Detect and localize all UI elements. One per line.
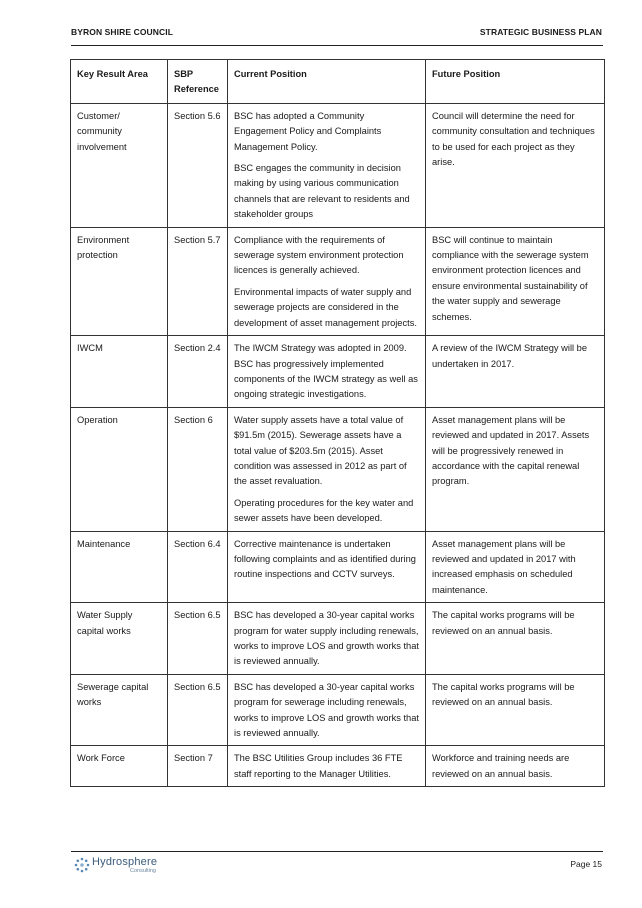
table-row (71, 603, 605, 675)
paragraph: Operating procedures for the key water and sewer assets have been developed. (234, 497, 414, 524)
footer-divider (71, 851, 603, 852)
hydrosphere-logo-icon (74, 857, 90, 873)
paragraph: Water supply assets have a total value of $91.5m (2015). Sewerage assets have a total value of $203.5m (2015). Asset condition was assessed in 2012 as part of the asset revaluation. (234, 414, 407, 487)
cell-current-position (228, 336, 426, 408)
paragraph: BSC has developed a 30-year capital works program for water supply including renewals, works to improve LOS and growth works that is reviewed annually. (234, 610, 419, 667)
page-header (71, 27, 602, 43)
table-row (71, 336, 605, 408)
paragraph: BSC has developed a 30-year capital works program for sewerage including renewals, works to improve LOS and growth works that is reviewed annually. (234, 681, 419, 739)
column-header-future-position: Future Position (426, 60, 605, 104)
paragraph: Asset management plans will be reviewed and updated in 2017. Assets will be progressively renewed in accordance with the capital renewal program. (432, 414, 590, 487)
cell-current-position (228, 227, 426, 335)
table-header-row (71, 60, 605, 104)
key-result-areas-table (70, 59, 605, 787)
cell-future-position (426, 603, 605, 675)
paragraph: Corrective maintenance is undertaken following complaints and as identified during routine inspections and CCTV surveys. (234, 538, 416, 580)
cell-sbp-reference: Section 5.6 (168, 103, 228, 227)
paragraph: The BSC Utilities Group includes 36 FTE staff reporting to the Manager Utilities. (234, 753, 403, 779)
paragraph: Workforce and training needs are reviewed on an annual basis. (432, 753, 570, 779)
column-header-current-position: Current Position (228, 60, 426, 104)
column-header-sbp-reference: SBP Reference (168, 60, 228, 104)
paragraph: A review of the IWCM Strategy will be undertaken in 2017. (432, 343, 588, 369)
table-row (71, 103, 605, 227)
cell-sbp-reference: Section 6.4 (168, 531, 228, 603)
table-row (71, 227, 605, 335)
cell-current-position (228, 674, 426, 746)
cell-future-position (426, 531, 605, 603)
paragraph: Council will determine the need for community consultation and techniques to be used for each project as they arise. (432, 110, 595, 168)
cell-current-position (228, 531, 426, 603)
cell-current-position (228, 103, 426, 227)
table-row (71, 674, 605, 746)
cell-key-result-area: Customer/ community involvement (71, 103, 168, 227)
cell-sbp-reference: Section 6 (168, 407, 228, 531)
paragraph: Environmental impacts of water supply and sewerage projects are considered in the development of asset management projects. (234, 286, 417, 328)
table-row (71, 531, 605, 603)
paragraph: BSC has adopted a Community Engagement Policy and Complaints Management Policy. (234, 110, 382, 152)
cell-key-result-area: Sewerage capital works (71, 674, 168, 746)
cell-future-position (426, 227, 605, 335)
page-number: Page 15 (570, 859, 602, 869)
table-row (71, 746, 605, 787)
cell-future-position (426, 674, 605, 746)
header-document-title: STRATEGIC BUSINESS PLAN (479, 27, 602, 37)
cell-sbp-reference: Section 7 (168, 746, 228, 787)
cell-sbp-reference: Section 5.7 (168, 227, 228, 335)
cell-key-result-area: Maintenance (71, 531, 168, 603)
column-header-key-result-area: Key Result Area (71, 60, 168, 104)
paragraph: The IWCM Strategy was adopted in 2009. BSC has progressively implemented components of the IWCM strategy as well as ongoing strategic investigations. (234, 343, 418, 400)
paragraph: Compliance with the requirements of sewerage system environment protection licences is generally achieved. (234, 234, 404, 276)
paragraph: BSC engages the community in decision making by using various communication channels that are relevant to residents and stakeholder groups (234, 163, 410, 220)
cell-current-position (228, 407, 426, 531)
logo-name: Hydrosphere (92, 856, 158, 868)
cell-future-position (426, 746, 605, 787)
cell-future-position (426, 407, 605, 531)
cell-key-result-area: Environment protection (71, 227, 168, 335)
cell-sbp-reference: Section 6.5 (168, 603, 228, 675)
header-divider (71, 45, 603, 46)
cell-sbp-reference: Section 6.5 (168, 674, 228, 746)
logo-subtitle: Consulting (130, 868, 156, 874)
cell-current-position (228, 746, 426, 787)
hydrosphere-logo (74, 856, 184, 878)
paragraph: The capital works programs will be reviewed on an annual basis. (432, 681, 575, 708)
table-row (71, 407, 605, 531)
cell-sbp-reference: Section 2.4 (168, 336, 228, 408)
cell-future-position (426, 103, 605, 227)
paragraph: BSC will continue to maintain compliance with the sewerage system environment protection licences and ensure environmental sustainability of the water supply and sewerage schemes. (432, 234, 589, 322)
cell-key-result-area: IWCM (71, 336, 168, 408)
paragraph: The capital works programs will be reviewed on an annual basis. (432, 610, 575, 636)
cell-current-position (228, 603, 426, 675)
cell-key-result-area: Operation (71, 407, 168, 531)
cell-future-position (426, 336, 605, 408)
table-body (71, 103, 605, 786)
header-council-name: BYRON SHIRE COUNCIL (71, 27, 174, 37)
cell-key-result-area: Work Force (71, 746, 168, 787)
cell-key-result-area: Water Supply capital works (71, 603, 168, 675)
paragraph: Asset management plans will be reviewed and updated in 2017 with increased emphasis on scheduled maintenance. (432, 538, 576, 595)
